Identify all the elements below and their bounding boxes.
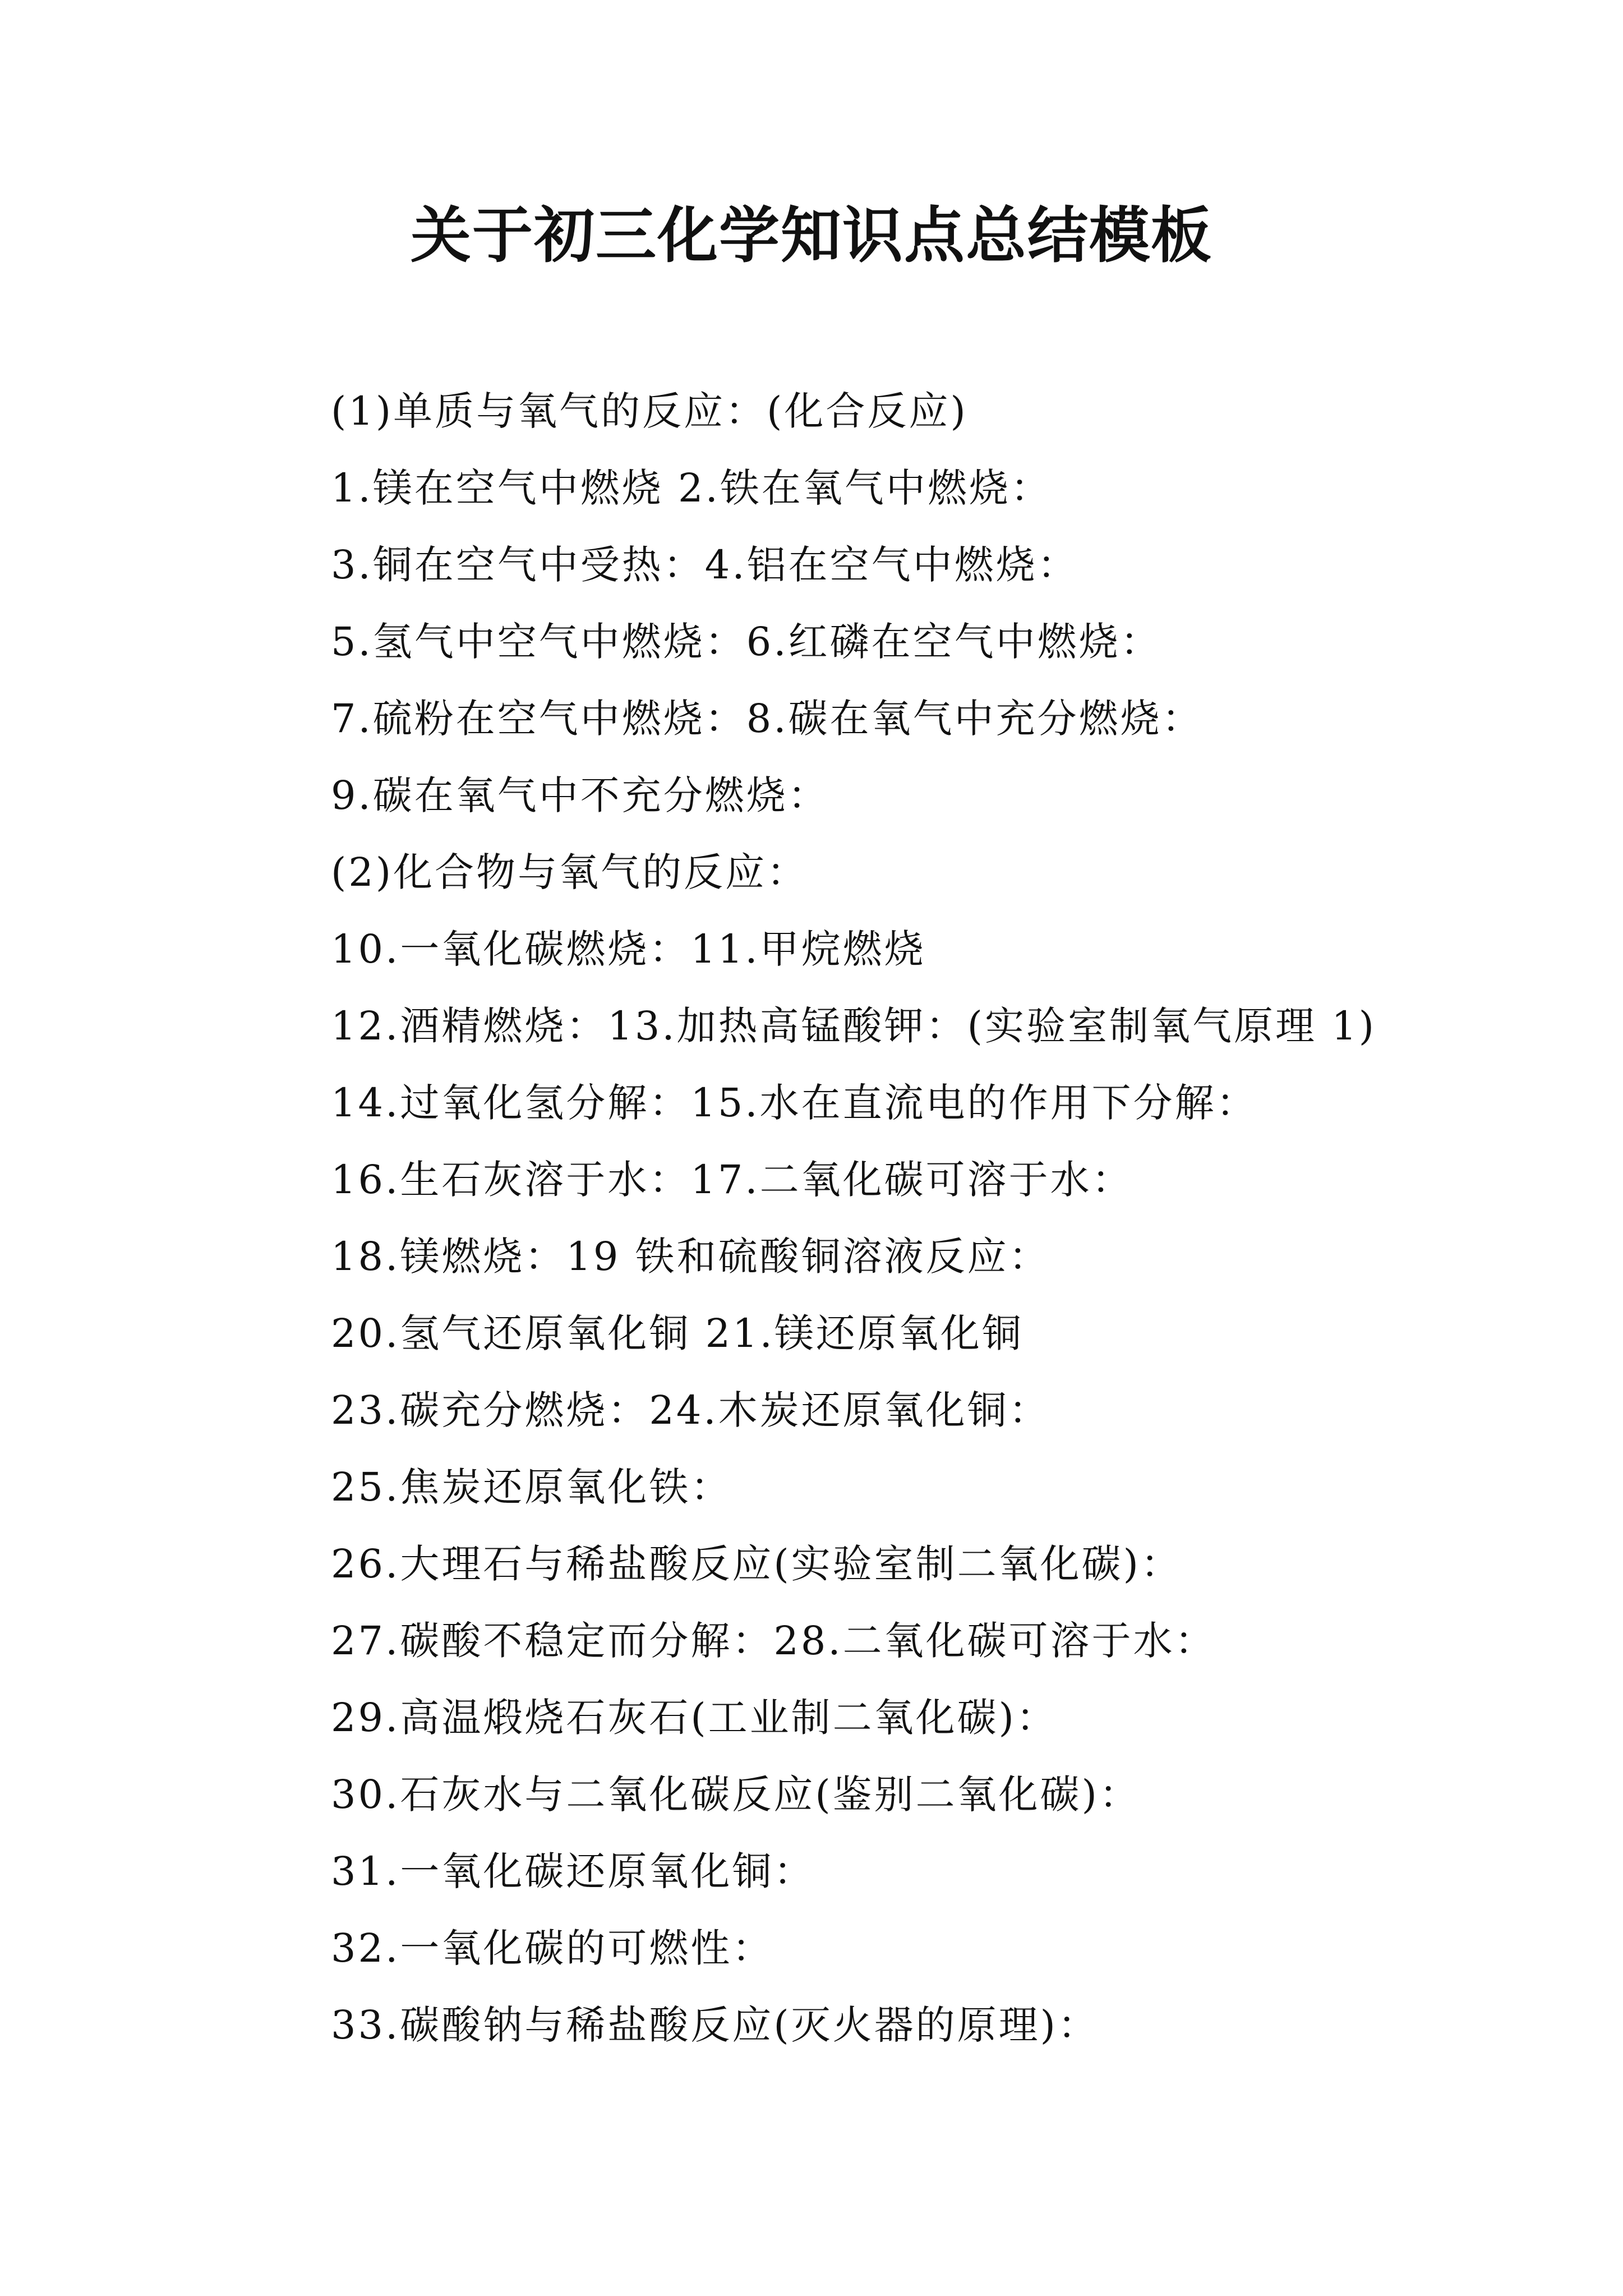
text-line: 29.高温煅烧石灰石(工业制二氧化碳)： [331,1695,1058,1741]
text-line: (2)化合物与氧气的反应： [331,849,809,895]
text-line: 14.过氧化氢分解：15.水在直流电的作用下分解： [331,1080,1258,1126]
text-line: 31.一氧化碳还原氧化铜： [331,1848,815,1894]
text-line: (1)单质与氧气的反应：(化合反应) [331,388,968,434]
text-line: 25.焦炭还原氧化铁： [331,1464,732,1510]
text-line: 32.一氧化碳的可燃性： [331,1925,774,1971]
text-line: 3.铜在空气中受热：4.铝在空气中燃烧： [331,542,1079,588]
text-line: 5.氢气中空气中燃烧：6.红磷在空气中燃烧： [331,619,1162,665]
document-body [331,373,1565,2064]
text-line: 27.碳酸不稳定而分解：28.二氧化碳可溶于水： [331,1618,1216,1664]
text-line: 20.氢气还原氧化铜 21.镁还原氧化铜 [331,1310,1023,1356]
text-line: 26.大理石与稀盐酸反应(实验室制二氧化碳)： [331,1541,1182,1587]
text-line: 10.一氧化碳燃烧：11.甲烷燃烧 [331,926,926,972]
text-line: 7.硫粉在空气中燃烧：8.碳在氧气中充分燃烧： [331,696,1204,742]
text-line: 1.镁在空气中燃烧 2.铁在氧气中燃烧： [331,465,1052,511]
text-line: 12.酒精燃烧：13.加热高锰酸钾：(实验室制氧气原理 1) [331,1003,1377,1049]
text-line: 33.碳酸钠与稀盐酸反应(灭火器的原理)： [331,2002,1099,2048]
text-line: 16.生石灰溶于水：17.二氧化碳可溶于水： [331,1157,1133,1203]
document-title: 关于初三化学知识点总结模板 [410,200,1212,271]
text-line: 9.碳在氧气中不充分燃烧： [331,772,829,818]
text-line: 18.镁燃烧：19 铁和硫酸铜溶液反应： [331,1234,1050,1280]
text-line: 23.碳充分燃烧：24.木炭还原氧化铜： [331,1387,1050,1433]
text-line: 30.石灰水与二氧化碳反应(鉴别二氧化碳)： [331,1772,1141,1818]
